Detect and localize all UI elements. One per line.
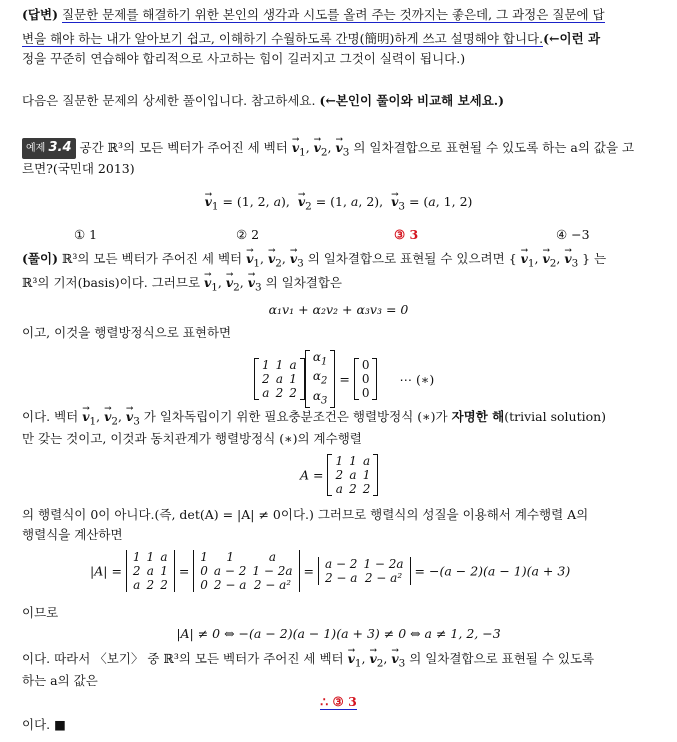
condition-line: |A| ≠ 0 ⇔ −(a − 2)(a − 1)(a + 3) ≠ 0 ⇔ a ≠ 1, 2, −3	[176, 626, 501, 641]
answer-line-3: 정을 꾸준히 연습해야 합리적으로 사고하는 힘이 길러지고 그것이 실력이 됩니다.)	[22, 51, 466, 66]
matrix-equation: 1 1 a 2 a 1 a 2 $2\alpha_1$ $\alpha_2$ $\alpha_3 = 0$ 0 0 ⋯ (∗)	[254, 350, 434, 408]
intro-paren: (←본인이 풀이와 비교해 보세요.)	[319, 93, 505, 108]
answer-line-1	[22, 6, 605, 24]
linear-combination: α₁v₁ + α₂v₂ + α₃v₃ = 0	[268, 302, 409, 317]
example-q1: 공간 ℝ³의 모든 벡터가 주어진 세 벡터	[79, 140, 288, 155]
vector-definitions: → $v_1 = (1$, 2, a), → $v_2 = (1$, a, 2), → $v_3 = (a$, 1, 2)	[0, 192, 677, 217]
example-q1-tail: 의 일차결합으로 표현될 수 있도록 하는 a의 값을 고	[353, 140, 635, 155]
option-3: ③ 3	[394, 227, 419, 242]
answer-line-2	[22, 30, 600, 48]
final-answer: ∴ ③ 3	[320, 694, 357, 709]
option-4: ④ −3	[556, 227, 590, 242]
option-1: ① 1	[74, 227, 98, 242]
coefficient-matrix: A = 1 1 a 2 a 1 a 2 2	[300, 454, 378, 496]
answer-text-2-tail: (←이런 과	[543, 31, 601, 46]
solution-line-5: 만 갖는 것이고, 이것과 동치관계가 행렬방정식 (∗)의 계수행렬	[22, 431, 362, 446]
solution-line-9: 이다. 따라서 〈보기〉 중 ℝ³의 모든 벡터가 주어진 세 벡터 → $v_1$, → $v_2$, → $v_3$ 의 일차결합으로 표현될 수 있도록	[22, 650, 594, 673]
trivial-solution-bold: 자명한 해	[451, 409, 505, 424]
answer-text-1: 질문한 문제를 해결하기 위한 본인의 생각과 시도를 올려 주는 것까지는 좋은데, 그 과정은 질문에 답	[61, 7, 605, 22]
solution-line-7: 행렬식을 계산하면	[22, 527, 123, 542]
star-label: ⋯ (∗)	[399, 371, 435, 387]
example-line-1: 예제 3.4 공간 ℝ³의 모든 벡터가 주어진 세 벡터 → $v_1$, → $v_2$, → $v_3$ 의 일차결합으로 표현될 수 있도록 하는 a의 값을 고	[22, 138, 634, 162]
intro-text: 다음은 질문한 문제의 상세한 풀이입니다. 참고하세요.	[22, 93, 316, 108]
example-line-2: 르면?(국민대 2013)	[22, 161, 135, 176]
solution-line-1: (풀이) ℝ³의 모든 벡터가 주어진 세 벡터 → $v_1$, → $v_2$, → $v_3$ 의 일차결합으로 표현될 수 있으려면 { → $v_1$, → $v_2$, → $v_3$ } 는	[22, 250, 606, 273]
answer-text-2: 변을 해야 하는 내가 알아보기 쉽고, 이해하기 수월하도록 간명(簡明)하게 쓰고 설명해야 합니다.	[22, 31, 544, 46]
answer-tag: (답변)	[22, 7, 58, 22]
determinant-computation: |A| = 1 1 a 2 a 1 a 2 2 = 1 1 a 0 a − 2 1 − 2a 0 2 − a 2 − a² = a − 2 1 − 2a 2 − a 2 − a² = −(a − 2)(a − 1)(a + 3)	[90, 550, 571, 592]
intro-line	[22, 92, 504, 110]
determinant-result: = −(a − 2)(a − 1)(a + 3)	[414, 563, 571, 579]
solution-line-10: 하는 a의 값은	[22, 673, 98, 688]
solution-line-2: ℝ³의 기저(basis)이다. 그러므로 → $v_1$, → $v_2$, → $v_3$ 의 일차결합은	[22, 274, 342, 297]
solution-line-8: 이므로	[22, 605, 59, 620]
solution-line-3: 이고, 이것을 행렬방정식으로 표현하면	[22, 325, 232, 340]
option-2: ② 2	[236, 227, 260, 242]
solution-tag: (풀이)	[22, 251, 58, 266]
solution-line-6: 의 행렬식이 0이 아니다.(즉, det(A) = |A| ≠ 0이다.) 그러므로 행렬식의 성질을 이용해서 계수행렬 A의	[22, 507, 589, 522]
solution-line-11: 이다. ■	[22, 717, 66, 732]
example-badge: 예제 3.4	[22, 138, 76, 159]
solution-line-4: 이다. 벡터 → $v_1$, → $v_2$, → $v_3$ 가 일차독립이기 위한 필요충분조건은 행렬방정식 (∗)가 자명한 해(trivial solution)	[22, 408, 606, 431]
